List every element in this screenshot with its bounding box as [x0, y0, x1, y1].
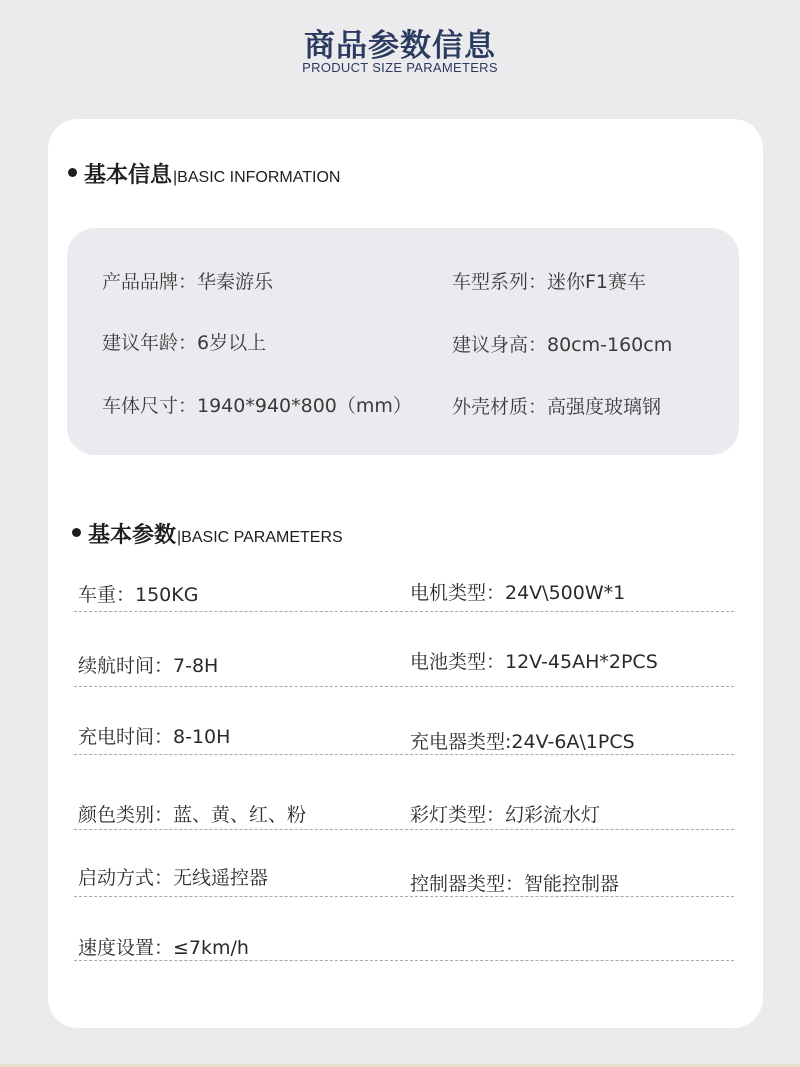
- basic-info-heading-en: |BASIC INFORMATION: [173, 169, 341, 186]
- param-colors: 颜色类别：蓝、黄、红、粉: [78, 804, 307, 826]
- info-item-age: 建议年龄：6岁以上: [102, 332, 267, 354]
- param-divider: [74, 611, 734, 612]
- basic-info-heading: [68, 158, 340, 189]
- param-controller: 控制器类型：智能控制器: [410, 873, 620, 895]
- info-item-series: 车型系列：迷你F1赛车: [452, 271, 647, 293]
- info-item-size: 车体尺寸：1940*940*800（mm）: [102, 395, 412, 417]
- param-start-mode: 启动方式：无线遥控器: [78, 867, 269, 889]
- bullet-icon: [68, 168, 77, 177]
- info-item-brand: 产品品牌：华秦游乐: [102, 271, 274, 293]
- basic-info-heading-cn: 基本信息: [84, 163, 173, 188]
- param-divider: [74, 829, 734, 830]
- param-battery: 电池类型：12V-45AH*2PCS: [410, 651, 658, 673]
- basic-params-heading-cn: 基本参数: [88, 523, 177, 548]
- bullet-icon: [72, 528, 81, 537]
- param-charge-time: 充电时间：8-10H: [78, 726, 231, 748]
- param-divider: [74, 960, 734, 961]
- param-endurance: 续航时间：7-8H: [78, 655, 219, 677]
- param-charger: 充电器类型:24V-6A\1PCS: [410, 731, 635, 753]
- param-motor: 电机类型：24V\500W*1: [410, 582, 626, 604]
- param-speed: 速度设置：≤7km/h: [78, 937, 249, 959]
- param-divider: [74, 896, 734, 897]
- info-item-material: 外壳材质：高强度玻璃钢: [452, 396, 662, 418]
- param-weight: 车重：150KG: [78, 584, 199, 606]
- param-lights: 彩灯类型：幻彩流水灯: [410, 804, 601, 826]
- param-divider: [74, 754, 734, 755]
- param-divider: [74, 686, 734, 687]
- basic-params-heading-en: |BASIC PARAMETERS: [177, 529, 343, 546]
- page-title: 商品参数信息: [304, 28, 496, 64]
- basic-params-heading: [72, 518, 343, 549]
- page-subtitle: PRODUCT SIZE PARAMETERS: [302, 60, 498, 75]
- info-item-height: 建议身高：80cm-160cm: [452, 334, 673, 356]
